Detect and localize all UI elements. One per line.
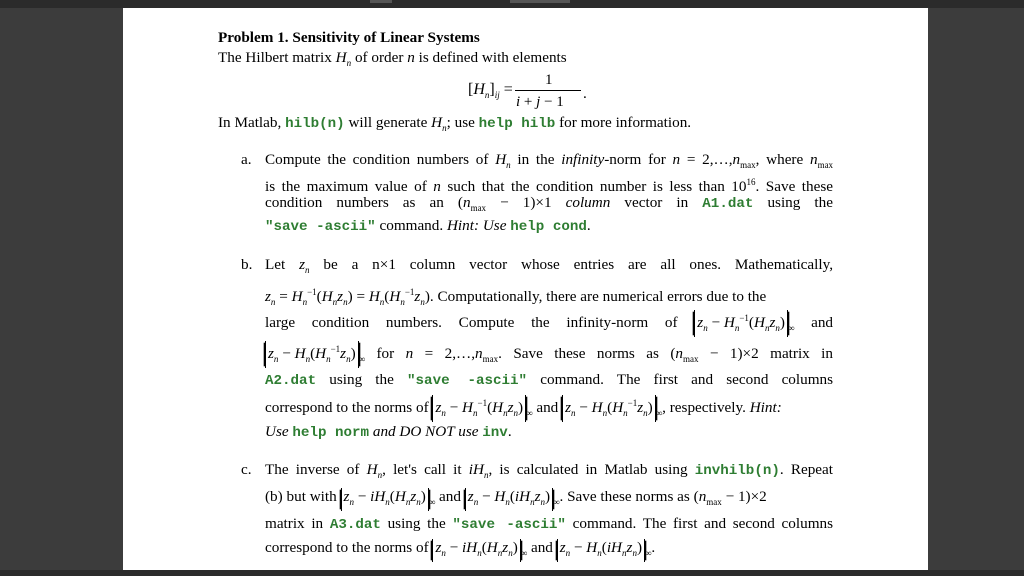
hilb-command: hilb(n): [285, 116, 345, 132]
help-norm-command: help norm: [292, 425, 370, 441]
part-c-line2: (b) but with $z_n - iH_n(H_nz_n)$ $_\infty$ and $z_n - H_n(iH_nz_n)$ $_\infty$. Save these norms as $(n_{max} - 1)\times 2$: [265, 487, 767, 512]
inv-command: inv: [482, 425, 508, 441]
save-ascii-c: "save -ascii": [452, 517, 566, 533]
part-a-line2: is the maximum value of n such that the condition number is less than $10^{16}$. Save these: [265, 177, 834, 196]
formula-denominator: i + j − 1: [516, 94, 564, 110]
formula-lhs: $[H_n]_{ij}$ =: [468, 81, 513, 101]
invhilb-command: invhilb(n): [694, 463, 780, 479]
file-a2: A2.dat: [265, 373, 317, 389]
intro-line: The Hilbert matrix $H_n$ of order n is defined with elements: [218, 49, 567, 69]
part-a-label: a.: [241, 151, 252, 168]
document-page: [123, 8, 928, 570]
help-hilb-command: help hilb: [478, 116, 556, 132]
help-cond-command: help cond: [510, 219, 587, 235]
part-a-line4: "save -ascii" command. Hint: Use help cond.: [265, 217, 591, 235]
part-b-line5: A2.dat using the "save -ascii" command. The first and second columns: [265, 371, 834, 389]
part-c-line1: The inverse of $H_n$, let's call it $iH_n$, is calculated in Matlab using invhilb(n). Repeat: [265, 461, 833, 481]
bottom-window-strip: [0, 570, 1024, 576]
file-a1: A1.dat: [702, 196, 754, 212]
top-window-strip: [0, 0, 1024, 8]
file-a3: A3.dat: [329, 517, 381, 533]
part-b-line6: correspond to the norms of $z_n - H_n^{-1}(H_nz_n)$ $_\infty$ and $z_n - H_n(H_n^{-1}z_n)$ $_\infty$, respectively. Hint:: [265, 395, 782, 423]
part-a-line1: Compute the condition numbers of $H_n$ in the infinity-norm for $n = 2,\dots,n_{max}$, where $n_{max}$: [265, 151, 834, 171]
fraction-bar: [515, 90, 581, 91]
part-b-line7: Use help norm and DO NOT use inv.: [265, 423, 512, 441]
part-a-line3: condition numbers as an $(n_{max} - 1)\times 1$ column vector in A1.dat using the: [265, 194, 833, 214]
part-c-line4: correspond to the norms of $z_n - iH_n(H_nz_n)$ $_\infty$ and $z_n - H_n(iH_nz_n)$ $_\infty$.: [265, 538, 655, 563]
part-b-line4: $z_n - H_n(H_n^{-1}z_n)$ $_\infty$ for $n = 2,\dots,n_{max}$. Save these norms as $(n_{max} - 1)\times 2$ matrix in: [265, 341, 833, 369]
part-c-label: c.: [241, 461, 252, 478]
part-b-line2: $z_n = H_n^{-1}(H_nz_n) = H_n(H_n^{-1}z_n)$. Computationally, there are numerical errors due to the: [265, 287, 767, 308]
strip-mark: [510, 0, 570, 3]
part-b-label: b.: [241, 256, 253, 273]
save-ascii-a: "save -ascii": [265, 219, 376, 235]
formula-numerator: 1: [545, 72, 553, 88]
part-c-line3: matrix in A3.dat using the "save -ascii" command. The first and second columns: [265, 515, 834, 533]
formula-period: .: [583, 85, 587, 102]
problem-title: Problem 1. Sensitivity of Linear Systems: [218, 29, 480, 46]
part-b-line3: large condition numbers. Compute the infinity-norm of $z_n - H_n^{-1}(H_nz_n)$ $_\infty$ and: [265, 310, 833, 338]
part-b-line1: Let $z_n$ be a n×1 column vector whose entries are all ones. Mathematically,: [265, 256, 834, 276]
save-ascii-b: "save -ascii": [407, 373, 528, 389]
strip-mark: [370, 0, 392, 3]
matlab-line: In Matlab, hilb(n) will generate $H_n$; use help hilb for more information.: [218, 114, 692, 134]
